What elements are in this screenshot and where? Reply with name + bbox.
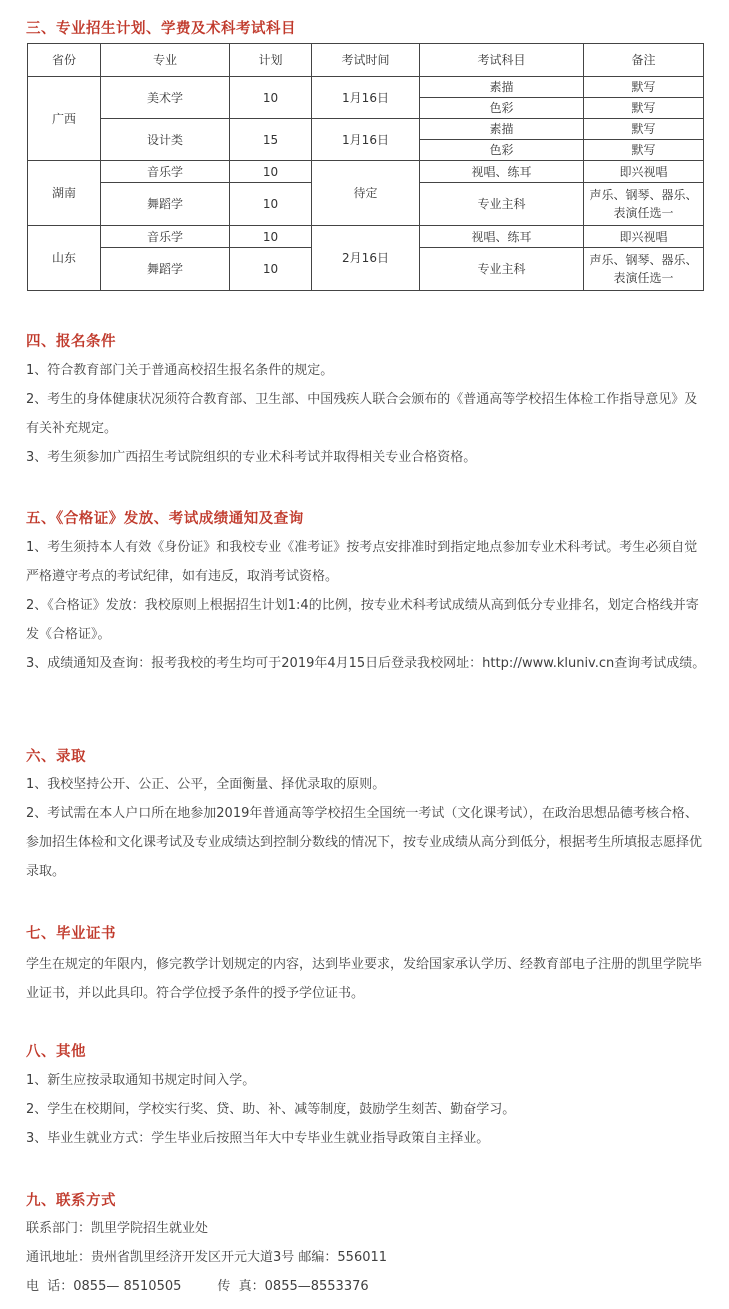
remark-cell: 默写: [584, 77, 704, 98]
section-7-title: 七、毕业证书: [26, 926, 116, 942]
list-item: 1、新生应按录取通知书规定时间入学。: [26, 1073, 256, 1088]
section-5-body: [26, 533, 706, 678]
table-header-row: [28, 44, 704, 77]
province-cell: 湖南: [28, 161, 101, 226]
subject-cell: 素描: [420, 119, 584, 140]
section-8-title: 八、其他: [26, 1044, 86, 1060]
list-item: 2、《合格证》发放：我校原则上根据招生计划1:4的比例，按专业术科考试成绩从高到低分专业排名，划定合格线并寄发《合格证》。: [26, 598, 699, 642]
contact-dept: 联系部门：凯里学院招生就业处: [26, 1221, 209, 1236]
section-7-body: [26, 950, 706, 1008]
header-exam-subject: 考试科目: [420, 44, 584, 77]
remark-cell: 声乐、钢琴、器乐、表演任选一: [584, 248, 704, 291]
header-plan: 计划: [230, 44, 312, 77]
province-cell: 山东: [28, 226, 101, 291]
table-row: [28, 226, 704, 248]
subject-cell: 专业主科: [420, 183, 584, 226]
major-cell: 舞蹈学: [101, 183, 230, 226]
header-remarks: 备注: [584, 44, 704, 77]
list-item: 3、考生须参加广西招生考试院组织的专业术科考试并取得相关专业合格资格。: [26, 450, 477, 465]
section-8-body: [26, 1066, 706, 1153]
table-row: [28, 77, 704, 98]
plan-cell: 15: [230, 119, 312, 161]
subject-cell: 色彩: [420, 98, 584, 119]
header-major: 专业: [101, 44, 230, 77]
exam-time-cell: 1月16日: [312, 119, 420, 161]
remark-cell: 默写: [584, 98, 704, 119]
major-cell: 舞蹈学: [101, 248, 230, 291]
exam-time-cell: 待定: [312, 161, 420, 226]
major-cell: 设计类: [101, 119, 230, 161]
major-cell: 音乐学: [101, 161, 230, 183]
list-item: 2、考生的身体健康状况须符合教育部、卫生部、中国残疾人联合会颁布的《普通高等学校招生体检工作指导意见》及有关补充规定。: [26, 392, 698, 436]
list-item: 3、毕业生就业方式：学生毕业后按照当年大中专毕业生就业指导政策自主择业。: [26, 1131, 490, 1146]
remark-cell: 默写: [584, 119, 704, 140]
enrollment-plan-table: [27, 43, 704, 291]
list-item: 1、我校坚持公开、公正、公平，全面衡量、择优录取的原则。: [26, 777, 386, 792]
section-9-title: 九、联系方式: [26, 1193, 116, 1209]
subject-cell: 视唱、练耳: [420, 161, 584, 183]
remark-cell: 声乐、钢琴、器乐、表演任选一: [584, 183, 704, 226]
contact-phone: 电 话：0855— 8510505: [26, 1279, 182, 1294]
contact-phone-fax-line: [26, 1272, 706, 1301]
province-cell: 广西: [28, 77, 101, 161]
subject-cell: 素描: [420, 77, 584, 98]
plan-cell: 10: [230, 183, 312, 226]
section-4-body: [26, 356, 706, 472]
plan-cell: 10: [230, 248, 312, 291]
subject-cell: 专业主科: [420, 248, 584, 291]
section-6-title: 六、录取: [26, 749, 86, 765]
plan-cell: 10: [230, 161, 312, 183]
section-6-body: [26, 770, 706, 886]
subject-cell: 视唱、练耳: [420, 226, 584, 248]
plan-cell: 10: [230, 226, 312, 248]
subject-cell: 色彩: [420, 140, 584, 161]
section-4-title: 四、报名条件: [26, 334, 116, 350]
list-item: 1、符合教育部门关于普通高校招生报名条件的规定。: [26, 363, 334, 378]
section-3-title: 三、专业招生计划、学费及术科考试科目: [26, 21, 296, 37]
remark-cell: 即兴视唱: [584, 226, 704, 248]
plan-cell: 10: [230, 77, 312, 119]
remark-cell: 即兴视唱: [584, 161, 704, 183]
section-5-title: 五、《合格证》发放、考试成绩通知及查询: [26, 511, 304, 527]
exam-time-cell: 1月16日: [312, 77, 420, 119]
table-row: [28, 119, 704, 140]
remark-cell: 默写: [584, 140, 704, 161]
paragraph: 学生在规定的年限内，修完教学计划规定的内容，达到毕业要求，发给国家承认学历、经教育部电子注册的凯里学院毕业证书，并以此具印。符合学位授予条件的授予学位证书。: [26, 957, 703, 1001]
list-item: 2、学生在校期间，学校实行奖、贷、助、补、减等制度，鼓励学生刻苦、勤奋学习。: [26, 1102, 516, 1117]
major-cell: 音乐学: [101, 226, 230, 248]
table-row: [28, 161, 704, 183]
list-item: 2、考试需在本人户口所在地参加2019年普通高等学校招生全国统一考试（文化课考试），在政治思想品德考核合格、参加招生体检和文化课考试及专业成绩达到控制分数线的情况下，按专业成绩从高分到低分，根据考生所填报志愿择优录取。: [26, 806, 703, 879]
exam-time-cell: 2月16日: [312, 226, 420, 291]
major-cell: 美术学: [101, 77, 230, 119]
contact-info: [26, 1214, 706, 1301]
list-item: 3、成绩通知及查询：报考我校的考生均可于2019年4月15日后登录我校网址：http://www.kluniv.cn查询考试成绩。: [26, 656, 706, 671]
contact-fax: 传 真：0855—8553376: [217, 1279, 369, 1294]
header-exam-time: 考试时间: [312, 44, 420, 77]
contact-address: 通讯地址：贵州省凯里经济开发区开元大道3号 邮编：556011: [26, 1250, 388, 1265]
list-item: 1、考生须持本人有效《身份证》和我校专业《准考证》按考点安排准时到指定地点参加专业术科考试。考生必须自觉严格遵守考点的考试纪律，如有违反，取消考试资格。: [26, 540, 698, 584]
header-province: 省份: [28, 44, 101, 77]
